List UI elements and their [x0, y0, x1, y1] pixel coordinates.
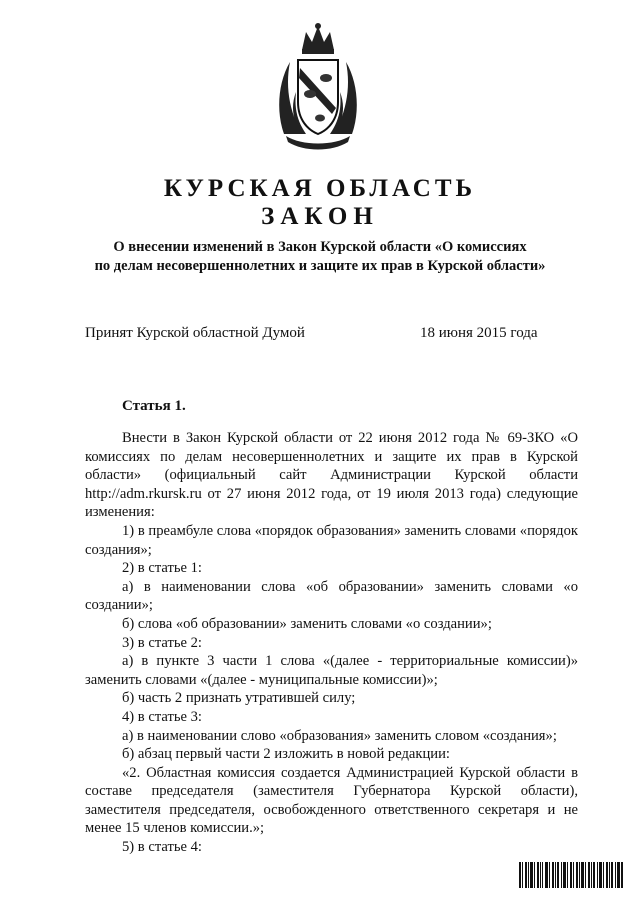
barcode-icon [519, 862, 623, 888]
law-subject-line: по делам несовершеннолетних и защите их прав в Курской области» [94, 258, 546, 274]
paragraph: б) абзац первый части 2 изложить в новой редакции: [122, 746, 450, 763]
adoption-date: 18 июня 2015 года [420, 325, 538, 341]
document-type-title: ЗАКОН [261, 203, 379, 230]
paragraph: 3) в статье 2: [122, 634, 202, 651]
kursk-coat-of-arms-icon [272, 22, 364, 152]
paragraph: а) в пункте 3 части 1 слова «(далее - территориальные комиссии)» заменить словами «(далее - муниципальные комиссии)»; [85, 653, 578, 688]
paragraph: а) в наименовании слово «образования» заменить словом «создания»; [122, 727, 557, 744]
law-subject [60, 238, 580, 276]
article-heading: Статья 1. [122, 398, 186, 414]
law-subject-line: О внесении изменений в Закон Курской области «О комиссиях [113, 239, 527, 255]
adopted-by: Принят Курской областной Думой [85, 325, 305, 341]
article-body [85, 429, 578, 857]
paragraph: 1) в преамбуле слова «порядок образования» заменить словами «порядок создания»; [85, 522, 578, 558]
region-title: КУРСКАЯ ОБЛАСТЬ [163, 175, 477, 202]
paragraph: «2. Областная комиссия создается Администрацией Курской области в составе председателя (заместителя Губернатора Курской области), заместителя председателя, освобожденного ответственного секретаря и не менее 15 членов комиссии.»; [85, 764, 578, 837]
paragraph: б) часть 2 признать утратившей силу; [122, 690, 356, 707]
paragraph: а) в наименовании слова «об образовании» заменить словами «о создании»; [85, 578, 578, 614]
paragraph: Внести в Закон Курской области от 22 июня 2012 года № 69-ЗКО «О комиссиях по делам несовершеннолетних и защите их прав в Курской области» (официальный сайт Администрации Курской области http://adm.rkursk.ru от 27 июня 2012 года, от 19 июля 2013 года) следующие изменения: [85, 430, 578, 521]
paragraph: б) слова «об образовании» заменить словами «о создании»; [122, 615, 492, 632]
paragraph: 5) в статье 4: [122, 839, 202, 856]
paragraph: 2) в статье 1: [122, 560, 202, 577]
paragraph: 4) в статье 3: [122, 708, 202, 725]
